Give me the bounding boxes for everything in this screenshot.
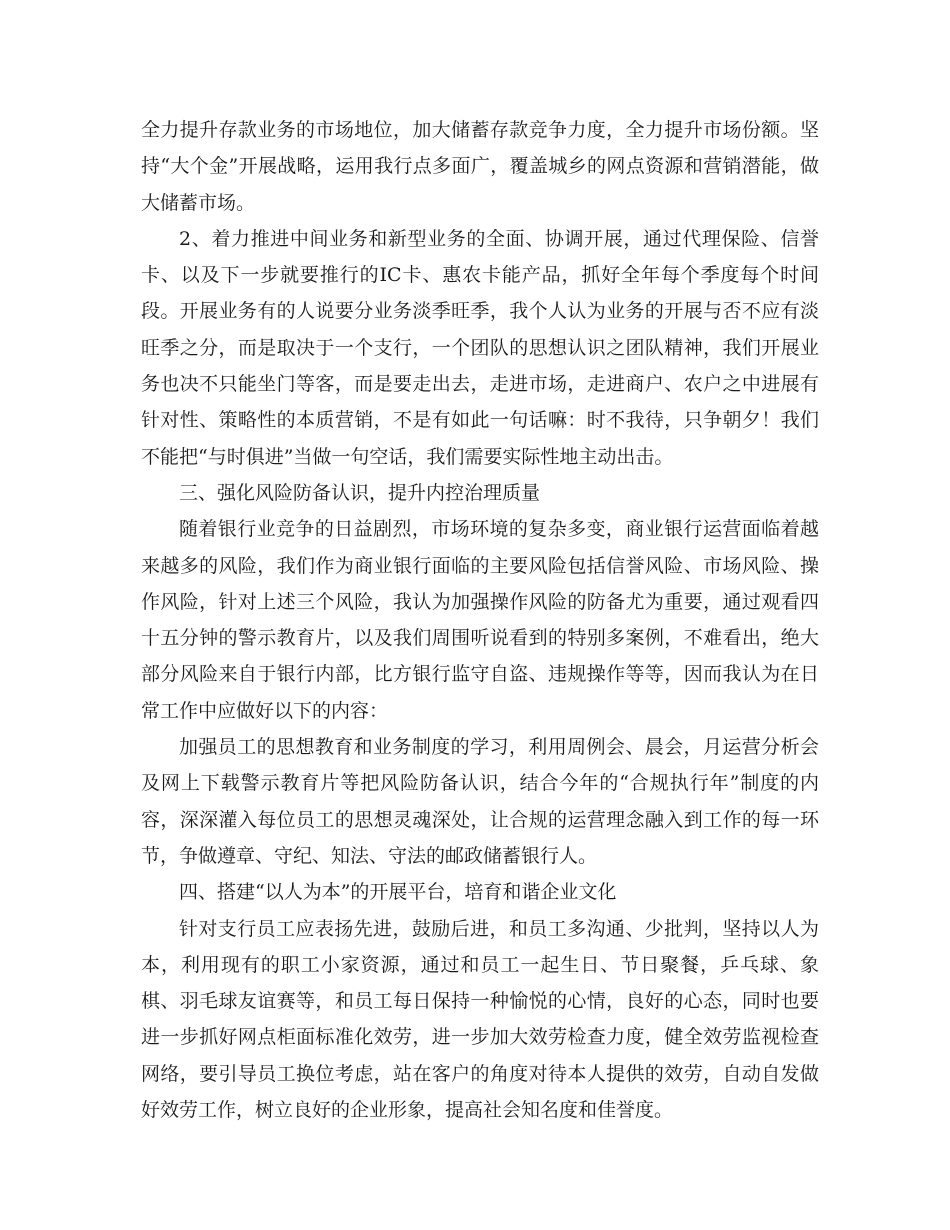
section-heading-3: 三、强化风险防备认识，提升内控治理质量	[179, 481, 541, 504]
paragraph-4: 随着银行业竞争的日益剧烈，市场环境的复杂多变，商业银行运营面临着越来越多的风险，我们作为商业银行面临的主要风险包括信誉风险、市场风险、操作风险，针对上述三个风险，我认为加强操作风险的防备尤为重要，通过观看四十五分钟的警示教育片，以及我们周围听说看到的特别多案例，不难看出，绝大部分风险来自于银行内部，比方银行监守自盗、违规操作等等，因而我认为在日常工作中应做好以下的内容：	[141, 518, 819, 722]
paragraph-2: 2、着力推进中间业务和新型业务的全面、协调开展，通过代理保险、信誉卡、以及下一步就要推行的IC卡、惠农卡能产品，抓好全年每个季度每个时间段。开展业务有的人说要分业务淡季旺季，我个人认为业务的开展与否不应有淡旺季之分，而是取决于一个支行，一个团队的思想认识之团队精神，我们开展业务也决不只能坐门等客，而是要走出去，走进市场，走进商户、农户之中进展有针对性、策略性的本质营销，不是有如此一句话嘛：时不我待，只争朝夕！我们不能把“与时俱进”当做一句空话，我们需要实际性地主动出击。	[141, 227, 819, 468]
document-body	[141, 112, 819, 1128]
paragraph-1: 全力提升存款业务的市场地位，加大储蓄存款竞争力度，全力提升市场份额。坚持“大个金”开展战略，运用我行点多面广，覆盖城乡的网点资源和营销潜能，做大储蓄市场。	[141, 119, 819, 214]
paragraph-7: 针对支行员工应表扬先进，鼓励后进，和员工多沟通、少批判，坚持以人为本，利用现有的职工小家资源，通过和员工一起生日、节日聚餐，乒乓球、象棋、羽毛球友谊赛等，和员工每日保持一种愉悦的心情，良好的心态，同时也要进一步抓好网点柜面标准化效劳，进一步加大效劳检查力度，健全效劳监视检查网络，要引导员工换位考虑，站在客户的角度对待本人提供的效劳，自动自发做好效劳工作，树立良好的企业形象，提高社会知名度和佳誉度。	[141, 917, 819, 1122]
section-heading-4: 四、搭建“以人为本”的开展平台，培育和谐企业文化	[179, 881, 617, 904]
paragraph-5: 加强员工的思想教育和业务制度的学习，利用周例会、晨会，月运营分析会及网上下载警示教育片等把风险防备认识，结合今年的“合规执行年”制度的内容，深深灌入每位员工的思想灵魂深处，让合规的运营理念融入到工作的每一环节，争做遵章、守纪、知法、守法的邮政储蓄银行人。	[141, 736, 819, 867]
